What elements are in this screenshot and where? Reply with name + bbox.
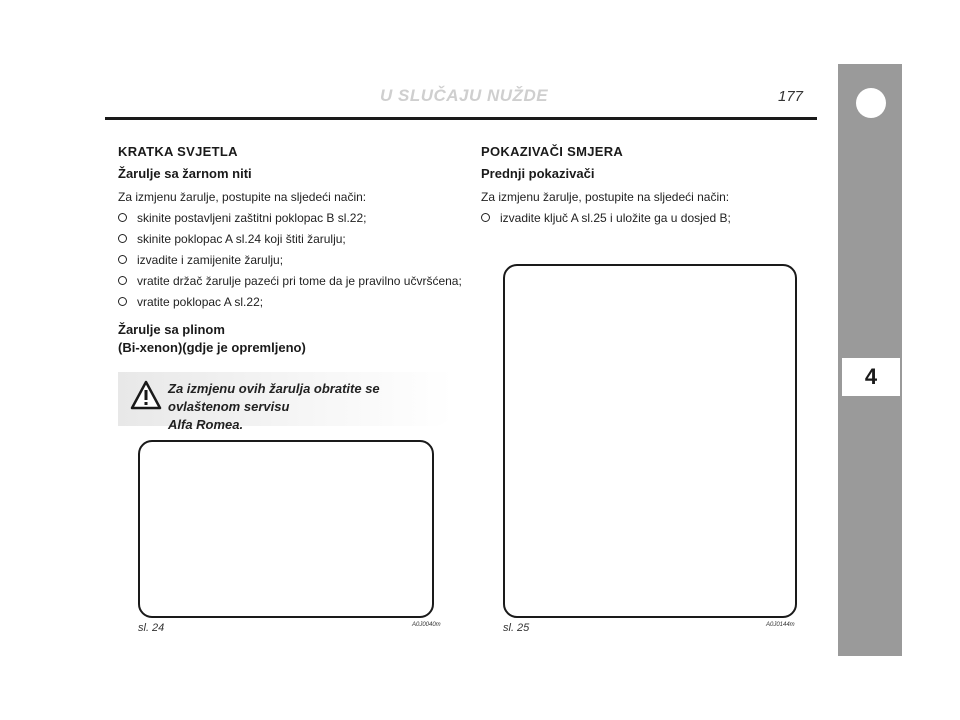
sidebar-dot — [856, 88, 886, 118]
page-number: 177 — [778, 88, 804, 105]
header-rule — [105, 117, 817, 120]
list-item: vratite poklopac A sl.22; — [118, 291, 462, 312]
bullet-circle-icon — [118, 276, 127, 285]
subheading-gas-bulbs: Žarulje sa plinom — [118, 322, 225, 337]
section-heading-low-beam: KRATKA SVJETLA — [118, 144, 238, 159]
bullet-list-left — [118, 207, 462, 312]
bullet-circle-icon — [118, 297, 127, 306]
list-item: izvadite ključ A sl.25 i uložite ga u dosjed B; — [481, 207, 731, 228]
intro-text: Za izmjenu žarulje, postupite na sljedeći način: — [118, 190, 367, 204]
warning-text: Za izmjenu ovih žarulja obratite se ovlaštenom servisu Alfa Romea. — [168, 381, 380, 432]
section-heading-turn-signals: POKAZIVAČI SMJERA — [481, 144, 624, 159]
chapter-number: 4 — [842, 358, 900, 396]
list-item: izvadite i zamijenite žarulju; — [118, 249, 462, 270]
bullet-circle-icon — [118, 213, 127, 222]
subheading-filament-bulbs: Žarulje sa žarnom niti — [118, 166, 252, 181]
figure-25-code: A0J0144m — [766, 622, 795, 628]
figure-25-frame — [503, 264, 797, 618]
bullet-circle-icon — [118, 255, 127, 264]
bullet-circle-icon — [118, 234, 127, 243]
intro-text-right: Za izmjenu žarulje, postupite na sljedeći način: — [481, 190, 730, 204]
figure-25-caption: sl. 25 — [503, 622, 530, 634]
warning-triangle-icon — [130, 380, 162, 415]
subheading-front-signals: Prednji pokazivači — [481, 166, 595, 181]
subheading-bixenon: (Bi-xenon)(gdje je opremljeno) — [118, 340, 306, 355]
list-item: vratite držač žarulje pazeći pri tome da je pravilno učvršćena; — [118, 270, 462, 291]
figure-24-frame — [138, 440, 434, 618]
list-item: skinite postavljeni zaštitni poklopac B sl.22; — [118, 207, 462, 228]
bullet-circle-icon — [481, 213, 490, 222]
figure-24-code: A0J0040m — [412, 622, 441, 628]
figure-24-caption: sl. 24 — [138, 622, 165, 634]
list-item: skinite poklopac A sl.24 koji štiti žarulju; — [118, 228, 462, 249]
bullet-list-right — [481, 207, 731, 228]
page-header-title: U SLUČAJU NUŽDE — [380, 86, 549, 105]
